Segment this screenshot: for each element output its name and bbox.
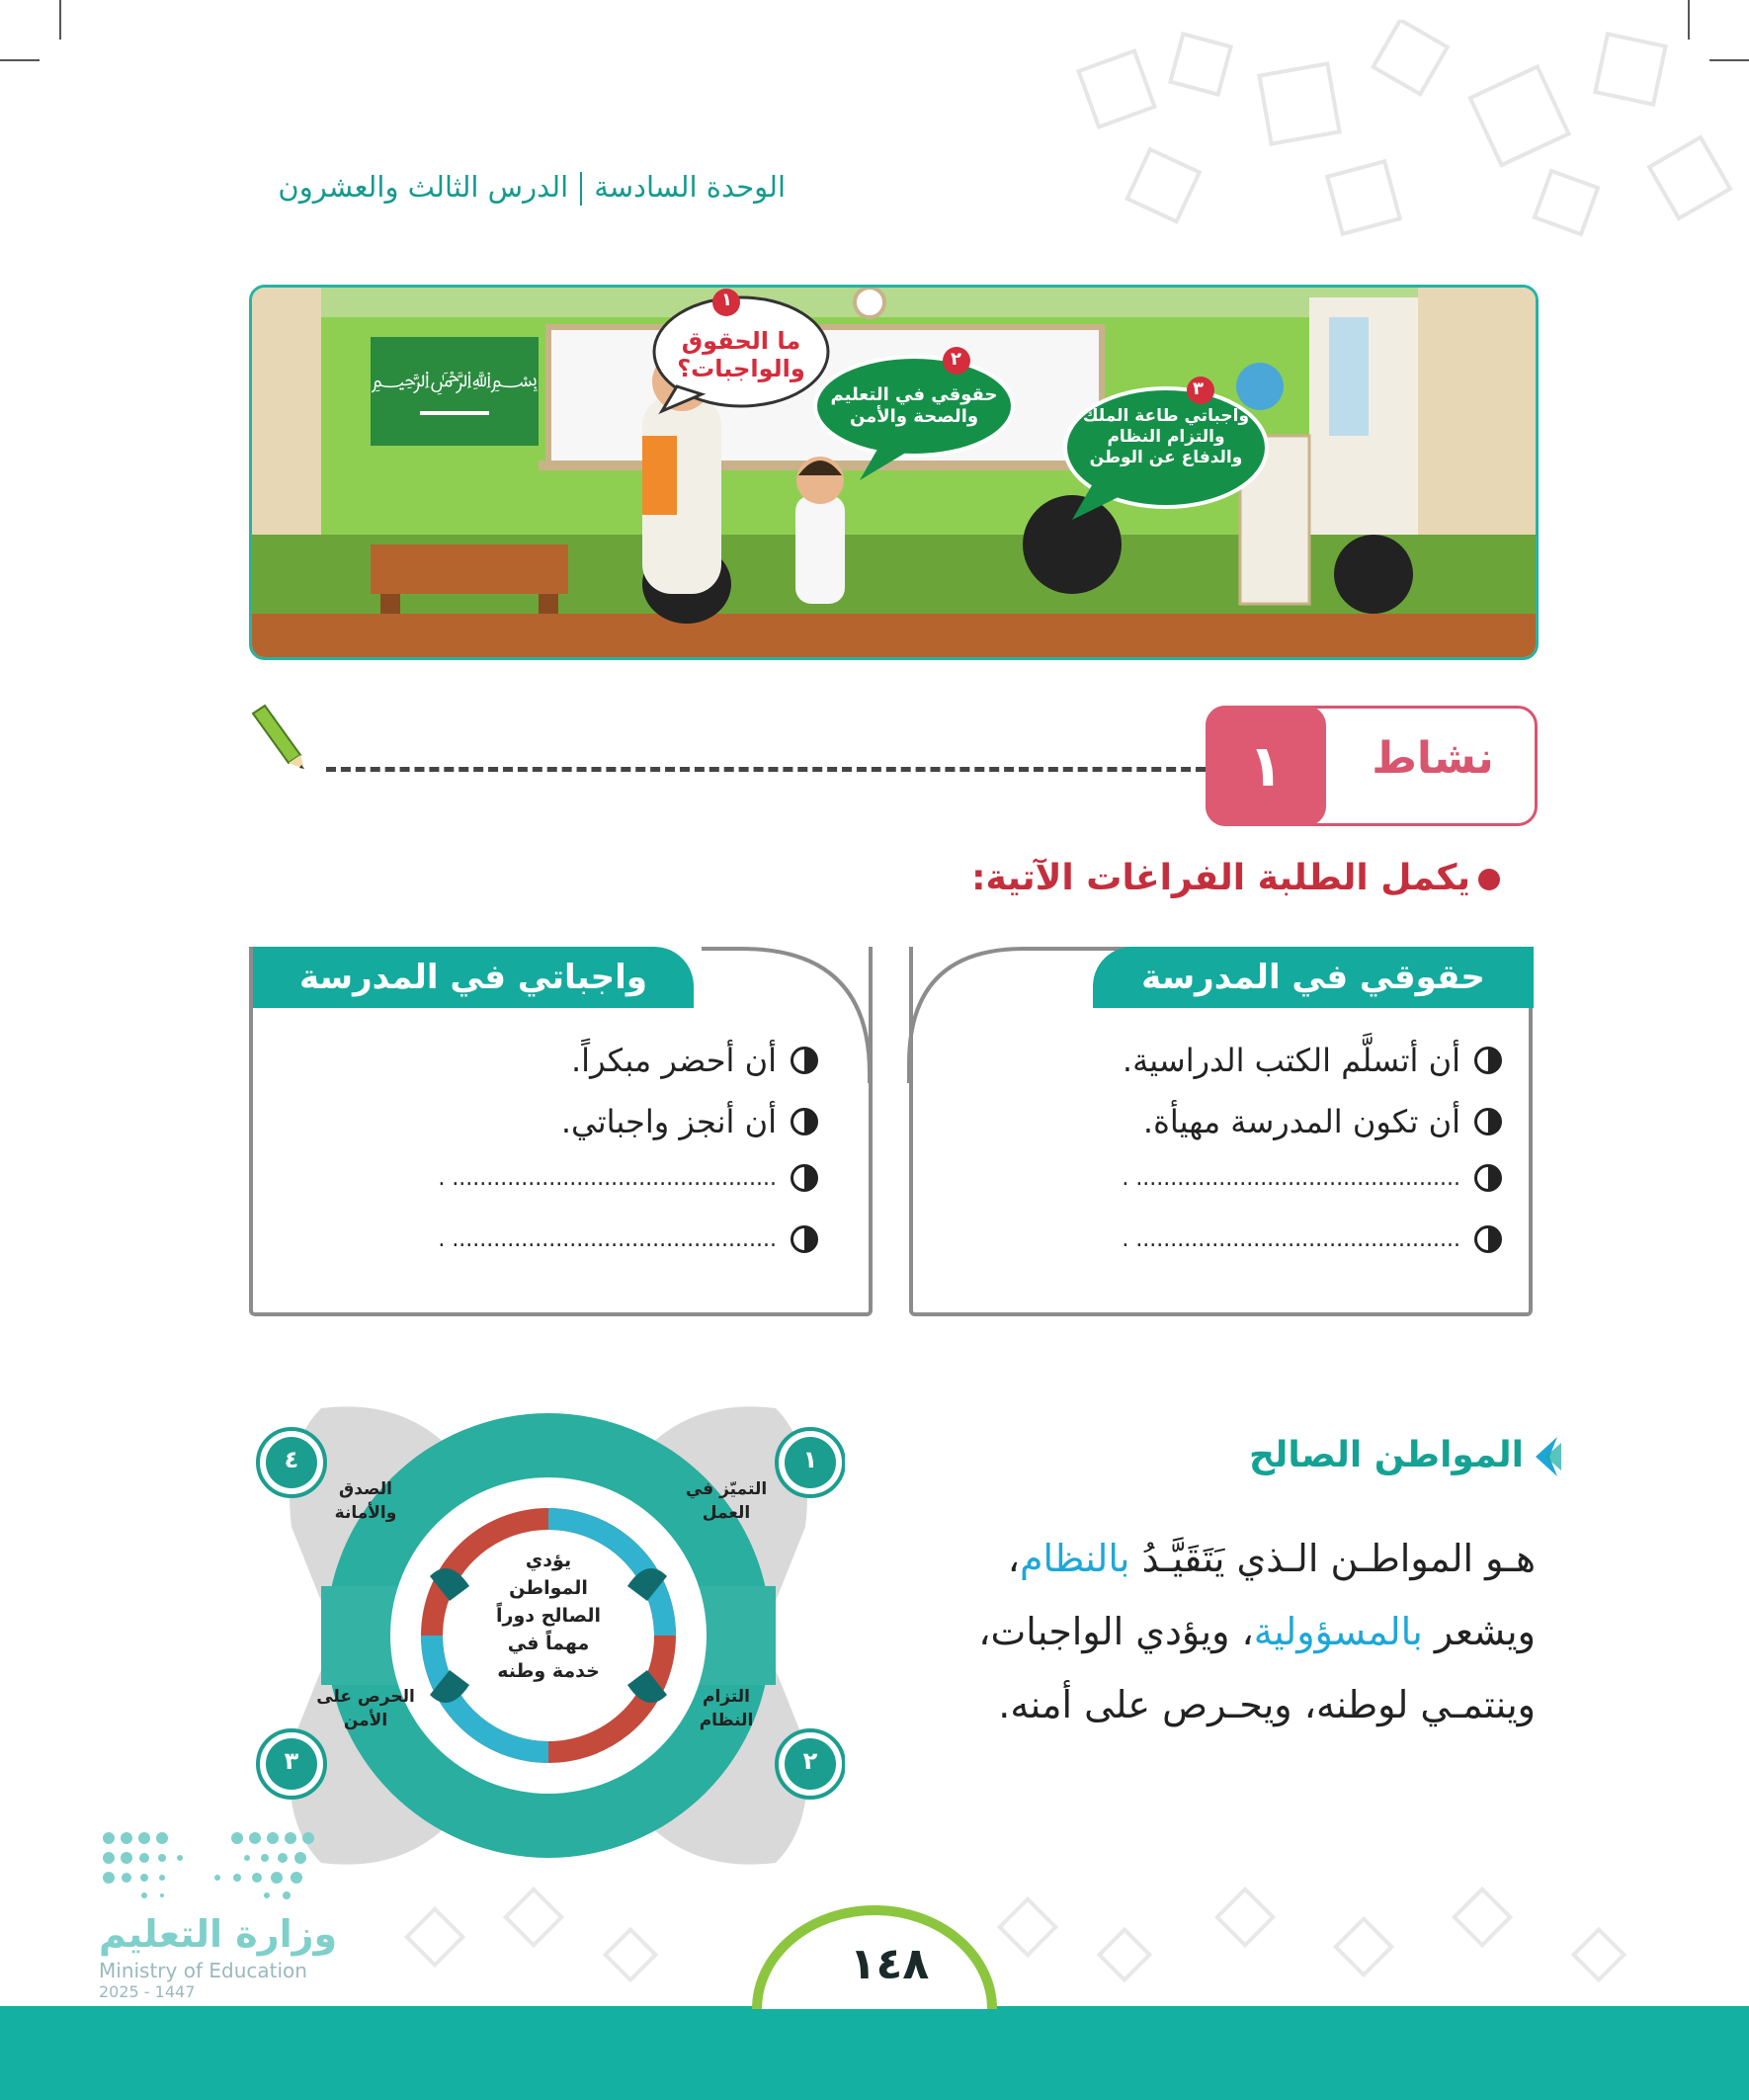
- petal-number: ٤: [284, 1446, 299, 1473]
- bubble-1-line: ما الحقوق: [681, 327, 801, 355]
- bullet-icon: [1478, 869, 1500, 890]
- center-line: يؤدي: [525, 1550, 572, 1571]
- highlight-term: بالنظام: [1020, 1537, 1130, 1580]
- duties-item: [571, 1042, 818, 1079]
- ministry-name-english: Ministry of Education: [99, 1959, 307, 1982]
- footer-band: [0, 2006, 1749, 2100]
- page-number: ١٤٨: [849, 1939, 930, 1989]
- bubble-1-line: والواجبات؟: [677, 355, 805, 382]
- header-divider: [580, 172, 582, 206]
- petal-label-line: التميّز في: [685, 1479, 768, 1499]
- bubble-2-number: ٢: [951, 349, 961, 370]
- duties-blank-line[interactable]: ............................................... .: [438, 1226, 777, 1252]
- text-span: ويشعر: [1422, 1610, 1536, 1653]
- rights-item-blank[interactable]: [1122, 1225, 1502, 1253]
- bubble-3-line: واجباتي طاعة الملك: [1082, 406, 1250, 426]
- duties-item-blank[interactable]: [438, 1225, 818, 1253]
- half-circle-bullet-icon: [1474, 1047, 1502, 1074]
- highlight-term: بالمسؤولية: [1253, 1610, 1423, 1653]
- center-line: خدمة وطنه: [497, 1660, 600, 1682]
- half-circle-bullet-icon: [791, 1047, 818, 1074]
- rights-item-text: أن أتسلَّم الكتب الدراسية.: [1122, 1042, 1460, 1079]
- bubble-1-number: ١: [721, 290, 732, 310]
- good-citizen-paragraph: [962, 1522, 1536, 1741]
- petal-label-line: العمل: [702, 1503, 751, 1523]
- dashed-divider: [326, 767, 1206, 772]
- text-span: هـو المواطـن الـذي: [1224, 1537, 1536, 1580]
- unit-title: الوحدة السادسة: [594, 170, 786, 204]
- half-circle-bullet-icon: [1474, 1108, 1502, 1135]
- petal-label: [311, 1685, 420, 1732]
- paragraph-line: وينتمـي لوطنه، ويحـرص على أمنه.: [998, 1683, 1536, 1726]
- bubble-3-line: والتزام النظام: [1107, 427, 1225, 447]
- bubble-2-line: والصحة والأمن: [849, 406, 979, 427]
- petal-number: ٣: [284, 1747, 299, 1775]
- edition-year: 2025 - 1447: [99, 1982, 196, 2001]
- petal-label-line: والأمانة: [334, 1503, 397, 1523]
- crop-mark: [0, 59, 40, 61]
- paragraph-line: [962, 1522, 1536, 1595]
- ministry-logo-dots: [99, 1818, 316, 1907]
- duties-item-text: أن أنجز واجباتي.: [560, 1103, 777, 1140]
- duties-title: واجباتي في المدرسة: [253, 947, 694, 1008]
- rights-item-blank[interactable]: [1122, 1164, 1502, 1192]
- petal-label-line: الصدق: [339, 1479, 392, 1499]
- petal-number: ٢: [802, 1747, 818, 1775]
- crop-mark: [59, 0, 61, 40]
- petal-label: [672, 1477, 781, 1525]
- svg-text:﷽: ﷽: [371, 368, 539, 392]
- petal-label: [672, 1685, 781, 1732]
- duties-item-blank[interactable]: [438, 1164, 818, 1192]
- duties-item-text: أن أحضر مبكراً.: [571, 1042, 777, 1079]
- ministry-name-arabic: وزارة التعليم: [99, 1912, 338, 1956]
- center-line: الصالح دوراً: [496, 1605, 601, 1627]
- half-circle-bullet-icon: [791, 1108, 818, 1135]
- bubble-3-line: والدفاع عن الوطن: [1089, 448, 1243, 467]
- instruction-text: يكمل الطلبة الفراغات الآتية:: [971, 858, 1470, 898]
- half-circle-bullet-icon: [791, 1225, 818, 1253]
- paragraph-line: [962, 1595, 1536, 1668]
- activity-number: ١: [1206, 706, 1326, 826]
- text-span: ، ويؤدي الواجبات،: [978, 1610, 1254, 1653]
- center-line: المواطن: [509, 1577, 588, 1599]
- bubble-3-text: [1067, 406, 1265, 468]
- lesson-header: [278, 170, 786, 206]
- center-line: مهماً في: [507, 1633, 590, 1654]
- rights-title: حقوقي في المدرسة: [1093, 947, 1534, 1008]
- half-circle-bullet-icon: [791, 1164, 818, 1192]
- instruction: [971, 858, 1500, 898]
- petal-label-line: الحرص على: [316, 1687, 415, 1707]
- chevron-left-icon: [1528, 1435, 1561, 1478]
- bubble-2-line: حقوقي في التعليم: [830, 384, 998, 405]
- petal-label-line: الأمن: [343, 1711, 388, 1730]
- rights-blank-line[interactable]: ............................................... .: [1122, 1226, 1460, 1252]
- text-span: يَتَقَيَّـدُ: [1129, 1537, 1225, 1580]
- pencil-icon: [245, 704, 304, 773]
- rights-item: [1143, 1103, 1502, 1140]
- half-circle-bullet-icon: [1474, 1225, 1502, 1253]
- good-citizen-title: المواطن الصالح: [1248, 1435, 1524, 1475]
- rights-item: [1123, 1042, 1502, 1079]
- half-circle-bullet-icon: [1474, 1164, 1502, 1192]
- petal-label-line: التزام: [702, 1687, 750, 1707]
- classroom-illustration: [249, 285, 1539, 660]
- text-span: ،: [1007, 1537, 1021, 1580]
- good-citizen-diagram: [252, 1388, 845, 1883]
- petal-number: ١: [802, 1446, 818, 1473]
- petal-label-line: النظام: [699, 1711, 754, 1730]
- bubble-3-number: ٣: [1193, 378, 1204, 399]
- rights-item-text: أن تكون المدرسة مهيأة.: [1142, 1103, 1460, 1140]
- duties-item: [561, 1103, 818, 1140]
- petal-label: [311, 1477, 420, 1525]
- lesson-title: الدرس الثالث والعشرون: [278, 170, 569, 204]
- diagram-center-text: [450, 1547, 647, 1685]
- rights-blank-line[interactable]: ............................................... .: [1122, 1165, 1460, 1191]
- decorative-pattern: [1028, 20, 1749, 277]
- activity-label: نشاط: [1372, 733, 1494, 784]
- bubble-2-text: [820, 384, 1008, 428]
- duties-blank-line[interactable]: ............................................... .: [438, 1165, 777, 1191]
- bubble-1-text: [667, 327, 815, 382]
